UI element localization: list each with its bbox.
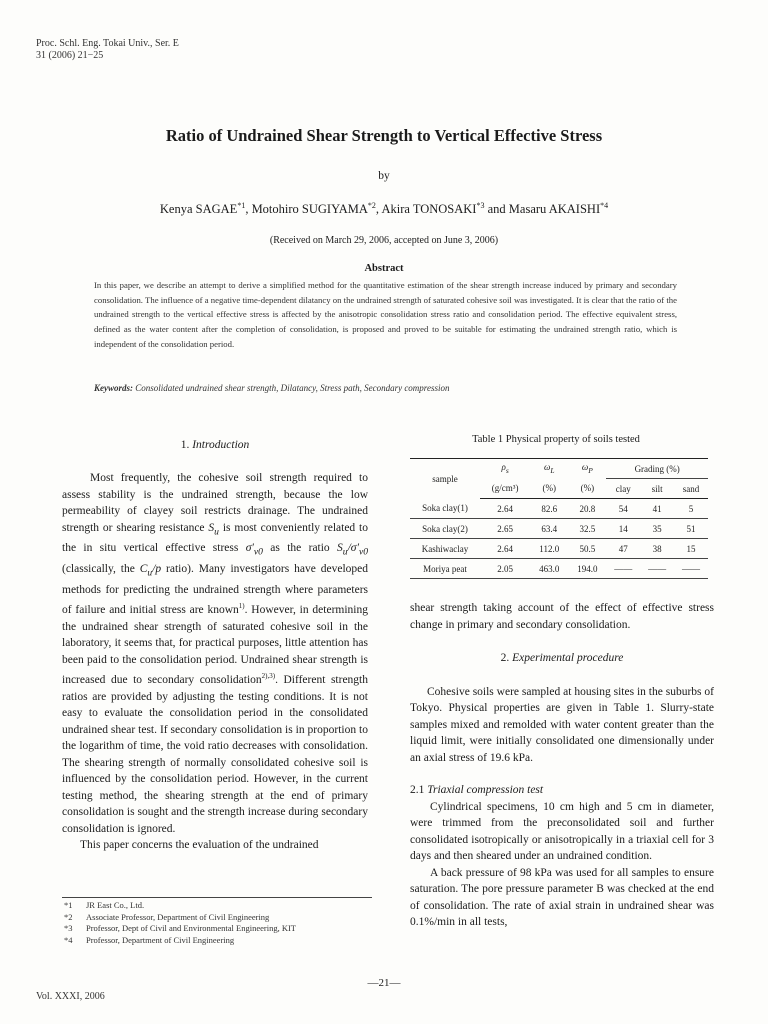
footnote bbox=[64, 923, 296, 935]
footnotes bbox=[64, 900, 296, 946]
keywords-text: Consolidated undrained shear strength, Dilatancy, Stress path, Secondary compression bbox=[135, 383, 450, 393]
col-unit: (%) bbox=[568, 479, 606, 499]
citation: 2),3) bbox=[261, 672, 276, 681]
table-cell: 15 bbox=[674, 539, 708, 559]
symbol-cu-p: $C_u/p$ bbox=[139, 563, 162, 579]
volume-footer: Vol. XXXI, 2006 bbox=[36, 991, 105, 1002]
author-name: Kenya SAGAE bbox=[159, 202, 238, 217]
table-cell: —— bbox=[640, 559, 674, 579]
col-unit: (%) bbox=[530, 479, 568, 499]
introduction-body bbox=[62, 470, 368, 854]
table-cell: 20.8 bbox=[568, 499, 606, 519]
intro-paragraph-2: This paper concerns the evaluation of the undrained bbox=[80, 839, 319, 852]
subsection-number: 2.1 bbox=[410, 784, 425, 796]
table-cell: 63.4 bbox=[530, 519, 568, 539]
footnote-rule bbox=[62, 897, 372, 898]
footnote-mark: *1 bbox=[64, 900, 73, 910]
table-cell: 50.5 bbox=[568, 539, 606, 559]
footnote-mark: *2 bbox=[64, 911, 73, 922]
text-run: Most frequently, the cohesive soil strength required to assess stability is the undrained strength, because the low permeability of clayey soil restricts drainage. The undrained strength or shearing resistance bbox=[62, 472, 368, 534]
author-name: Masaru AKAISHI bbox=[508, 202, 601, 217]
physical-property-table bbox=[410, 458, 708, 579]
col-header-wl: $\omega_L$ bbox=[530, 459, 568, 479]
footnote-mark: *4 bbox=[64, 934, 73, 945]
col-header-wp: $\omega_P$ bbox=[568, 459, 606, 479]
table-cell: 194.0 bbox=[568, 559, 606, 579]
section-number: 1. bbox=[180, 439, 190, 451]
col-unit: (g/cm³) bbox=[480, 479, 530, 499]
by-line: by bbox=[378, 170, 390, 182]
intro-continuation: shear strength taking account of the effect of effective stress change in primary and secondary consolidation. bbox=[410, 602, 714, 631]
author-mark: *3 bbox=[476, 201, 485, 210]
text-run: is most conveniently related to the in situ vertical effective stress bbox=[62, 521, 368, 555]
footnote-mark: *3 bbox=[64, 923, 73, 933]
table-cell: 47 bbox=[606, 539, 640, 559]
keywords-label: Keywords: bbox=[94, 383, 133, 393]
author-name: Motohiro SUGIYAMA bbox=[251, 202, 368, 217]
table-cell: Soka clay(2) bbox=[410, 519, 480, 539]
col-header-grading: Grading (%) bbox=[606, 459, 708, 479]
footnote-text: JR East Co., Ltd. bbox=[86, 900, 145, 910]
footnote bbox=[64, 935, 296, 947]
received-date: (Received on March 29, 2006, accepted on June 3, 2006) bbox=[269, 235, 499, 246]
table-cell: —— bbox=[606, 559, 640, 579]
subsection-paragraph-1: Cylindrical specimens, 10 cm high and 5 cm in diameter, were trimmed from the preconsolidated soil and further consolidated isotropically or anisotropically in a triaxial cell for 3 days and then sheared under an undrained condition. bbox=[410, 800, 714, 862]
col-header-silt: silt bbox=[640, 479, 674, 499]
author-mark: *4 bbox=[600, 201, 609, 210]
author-separator: , bbox=[375, 202, 382, 217]
table-cell: 82.6 bbox=[530, 499, 568, 519]
author-separator: , bbox=[245, 202, 252, 217]
col-header-sand: sand bbox=[674, 479, 708, 499]
table-caption: Table 1 Physical property of soils tested bbox=[472, 434, 640, 445]
subsection-paragraph-2: A back pressure of 98 kPa was used for all samples to ensure saturation. The pore pressure parameter B was checked at the end of consolidation. The rate of axial strain in undrained shear was 0.1%/min in all tests, bbox=[410, 866, 714, 928]
table-cell: 2.05 bbox=[480, 559, 530, 579]
section-2-heading bbox=[410, 650, 714, 667]
table-cell: 14 bbox=[606, 519, 640, 539]
table-cell: —— bbox=[674, 559, 708, 579]
section-number: 2. bbox=[500, 652, 510, 664]
symbol-sigma-v0: $\sigma'_{v0}$ bbox=[245, 542, 263, 558]
abstract-heading: Abstract bbox=[364, 263, 404, 274]
table-row bbox=[410, 499, 708, 519]
table-row bbox=[410, 519, 708, 539]
footnote bbox=[64, 900, 296, 912]
paper-title: Ratio of Undrained Shear Strength to Vertical Effective Stress bbox=[165, 126, 603, 145]
intro-paragraph-1 bbox=[62, 470, 368, 837]
col-header-clay: clay bbox=[606, 479, 640, 499]
author-separator: and bbox=[484, 202, 509, 217]
subsection-title: Triaxial compression test bbox=[427, 784, 544, 796]
table-cell: 35 bbox=[640, 519, 674, 539]
text-run: . Different strength ratios are provided by adjusting the testing conditions. It is not easy to evaluate the consolidation period in the consolidated undrained shear test. If secondary consolidation is in proportion to the logarithm of time, the void ratio decreases with consolidation. The shearing strength of normally consolidated cohesive soil is influenced by the consolidation period. However, in the current testing method, the shearing strength at the end of primary consolidation is sought and the strength increase during secondary consolidation is ignored. bbox=[62, 674, 368, 835]
journal-header bbox=[36, 38, 179, 62]
author-mark: *2 bbox=[367, 201, 376, 210]
section-2-paragraph: Cohesive soils were sampled at housing sites in the suburbs of Tokyo. Physical properties are given in Table 1. Slurry-state samples mixed and remolded with water content greater than the liquid limit, were initially consolidated one dimensionally under an axial stress of 19.6 kPa. bbox=[410, 685, 714, 764]
text-run: . However, in determining the undrained shear strength of saturated cohesive soil in the laboratory, it seems that, for practical purposes, little attention has been paid to the consolidation period. Undrained shear strength is increased due to secondary consolidation bbox=[62, 604, 369, 687]
footnote-text: Professor, Dept of Civil and Environmental Engineering, KIT bbox=[86, 923, 296, 933]
footnote-text: Associate Professor, Department of Civil Engineering bbox=[86, 911, 270, 922]
section-1-heading bbox=[62, 439, 368, 451]
subsection-2-1-heading bbox=[410, 782, 714, 799]
table-cell: 2.64 bbox=[480, 499, 530, 519]
table-cell: 51 bbox=[674, 519, 708, 539]
table-cell: 2.65 bbox=[480, 519, 530, 539]
journal-volume-pages: 31 (2006) 21−25 bbox=[36, 50, 104, 61]
journal-name: Proc. Schl. Eng. Tokai Univ., Ser. E bbox=[36, 38, 179, 49]
page-number: —21— bbox=[367, 977, 401, 989]
symbol-su-ratio: $S_u/\sigma'_{v0}$ bbox=[337, 542, 369, 558]
keywords bbox=[94, 383, 694, 393]
table-cell: Moriya peat bbox=[410, 559, 480, 579]
table-cell: 54 bbox=[606, 499, 640, 519]
table-cell: 41 bbox=[640, 499, 674, 519]
table-row bbox=[410, 559, 708, 579]
right-column-body bbox=[410, 600, 714, 931]
table-cell: 2.64 bbox=[480, 539, 530, 559]
col-header-sample: sample bbox=[410, 459, 480, 499]
text-run: as the ratio bbox=[262, 542, 338, 555]
table-cell: 5 bbox=[674, 499, 708, 519]
section-title: Introduction bbox=[192, 439, 250, 451]
table-cell: 32.5 bbox=[568, 519, 606, 539]
author-mark: *1 bbox=[237, 201, 246, 210]
section-title: Experimental procedure bbox=[512, 652, 624, 664]
table-cell: Kashiwaclay bbox=[410, 539, 480, 559]
footnote bbox=[64, 912, 296, 924]
table-cell: 463.0 bbox=[530, 559, 568, 579]
text-run: ratio). Many investigators have developed methods for predicting the undrained strength where parameters of failure and initial stress are known bbox=[62, 563, 369, 617]
author-list bbox=[0, 201, 768, 217]
table-row bbox=[410, 539, 708, 559]
col-header-rho: $\rho_s$ bbox=[480, 459, 530, 479]
abstract-text: In this paper, we describe an attempt to derive a simplified method for the quantitative estimation of the shear strength increase induced by primary and secondary consolidation. The influence of a negative time-dependent dilatancy on the undrained strength of saturated cohesive soil was investigated. It is clear that the ratio of the undrained strength to the vertical effective stress is affected by the anisotropic consolidation stress ratio and consolidation period. The effective equivalent stress, defined as the water content after the completion of consolidation, is proposed and proved to be suitable for estimating the undrained strength ratio, which is independent of the consolidation period. bbox=[94, 280, 677, 349]
author-name: Akira TONOSAKI bbox=[381, 202, 477, 217]
table-cell: Soka clay(1) bbox=[410, 499, 480, 519]
symbol-su: $S_u$ bbox=[208, 521, 219, 537]
footnote-text: Professor, Department of Civil Engineering bbox=[86, 934, 235, 945]
table-cell: 38 bbox=[640, 539, 674, 559]
table-cell: 112.0 bbox=[530, 539, 568, 559]
text-run: (classically, the bbox=[62, 563, 140, 576]
citation: 1) bbox=[238, 602, 245, 611]
